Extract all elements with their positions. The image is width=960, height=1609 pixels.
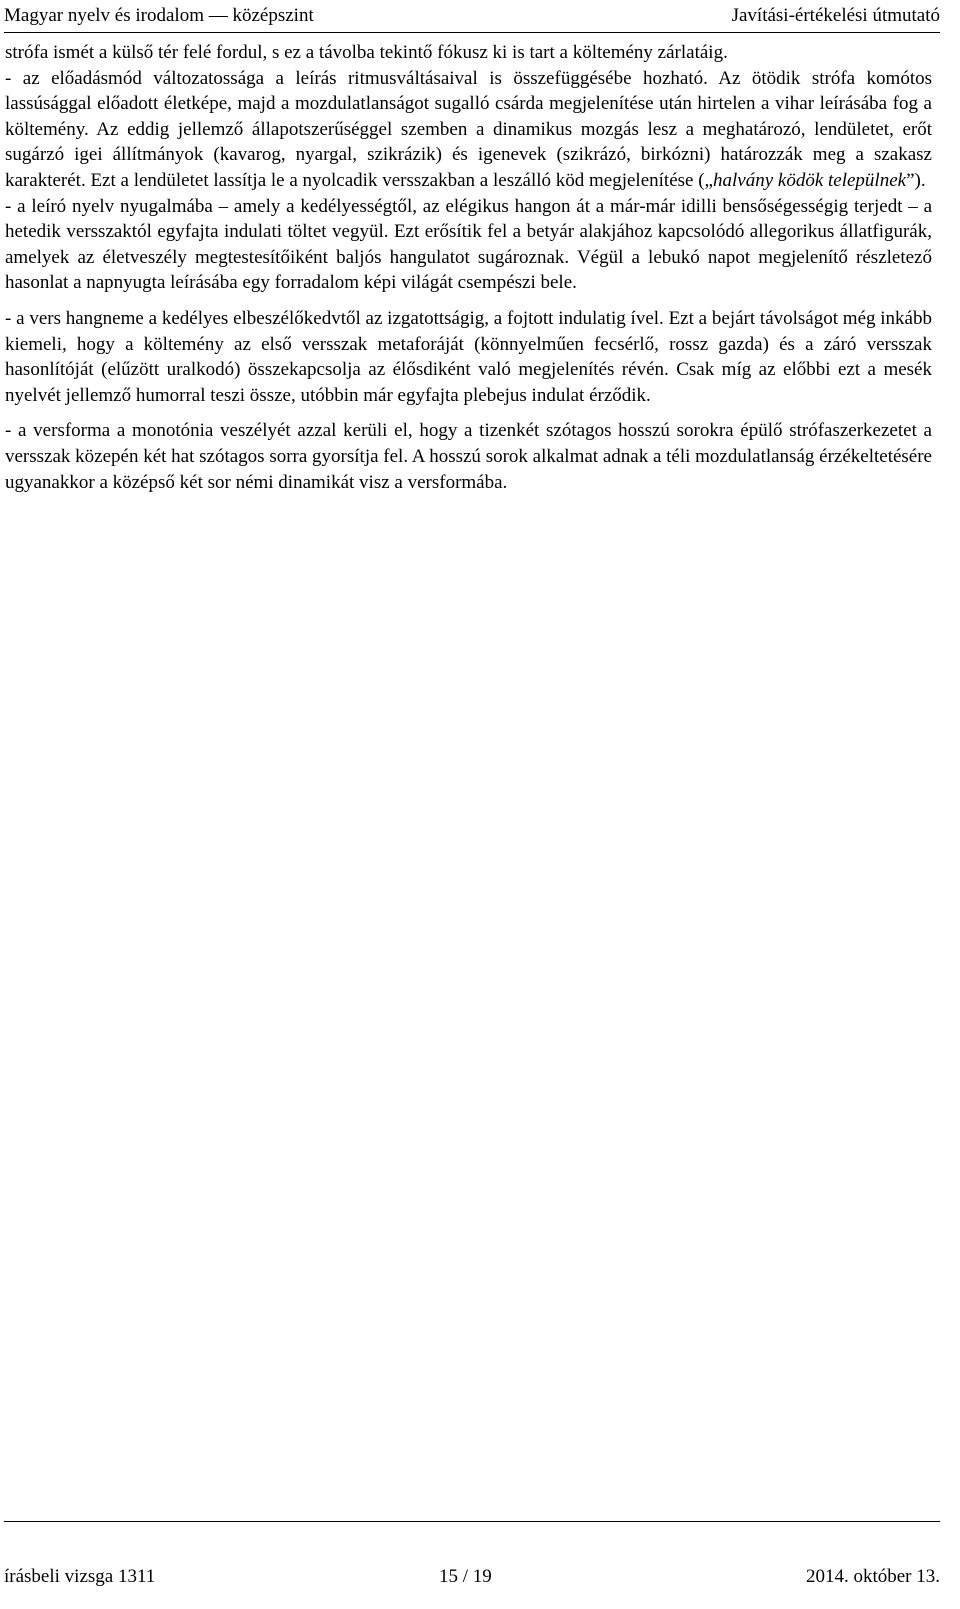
- page-footer: [4, 1521, 940, 1602]
- paragraph-2: [5, 66, 932, 194]
- paragraph-3: - a leíró nyelv nyugalmába – amely a kedélyességtől, az elégikus hangon át a már-már idilli bensőségességig terjedt – a hetedik versszaktól egyfajta indulati töltet vegyül. Ezt erősítik fel a betyár alakjához kapcsolódó allegorikus állatfigurák, amelyek az életveszély megtestesítőiként baljós hangulatot sugároznak. Végül a lebukó napot megjelenítő részletező hasonlat a napnyugta leírásába egy forradalom képi világát csempészi bele.: [5, 195, 932, 294]
- document-body: [5, 40, 932, 495]
- paragraph-5: - a versforma a monotónia veszélyét azzal kerüli el, hogy a tizenkét szótagos hosszú sorokra épülő strófaszerkezetet a versszak közepén két hat szótagos sorra gyorsítja fel. A hosszú sorok alkalmat adnak a téli mozdulatlanság érzékeltetésére ugyanakkor a középső két sor némi dinamikát visz a versformába.: [5, 420, 932, 493]
- paragraph-1: strófa ismét a külső tér felé fordul, s ez a távolba tekintő fókusz ki is tart a költemény zárlatáig.: [5, 42, 728, 63]
- footer-exam-id: írásbeli vizsga 1311: [4, 1566, 156, 1587]
- paragraph-4: - a vers hangneme a kedélyes elbeszélőkedvtől az izgatottságig, a fojtott indulatig ível. Ezt a bejárt távolságot még inkább kiemeli, hogy a költemény az első versszak metaforáját (könnyelműen fecsérlő, rossz gazda) és a záró versszak hasonlítóját (elűzött uralkodó) összekapcsolja az élősdiként való megjelenítés révén. Csak míg az előbbi ezt a mesék nyelvét jellemző humorral teszi össze, utóbbin már egyfajta plebejus indulat érződik.: [5, 307, 932, 406]
- page-header: [4, 0, 940, 33]
- paragraph-2-closing: ”).: [906, 169, 926, 191]
- footer-page-number: 15 / 19: [439, 1566, 492, 1587]
- paragraph-2-text: - az előadásmód változatossága a leírás ritmusváltásaival is összefüggésébe hozható. Az ötödik strófa komótos lassúsággal előadott életképe, majd a mozdulatlanságot sugalló csárda megjelenítése után hirtelen a vihar leírásába fog a költemény. Az eddig jellemző állapotszerűséggel szemben a dinamikus mozgás lesz a meghatározó, lendületet, erőt sugárzó igei állítmányok (kavarog, nyargal, szikrázik) és igenevek (szikrázó, birkózni) határozzák meg a szakasz karakterét. Ezt a lendületet lassítja le a nyolcadik versszakban a leszálló köd megjelenítése („: [5, 67, 932, 191]
- header-subject: Magyar nyelv és irodalom — középszint: [4, 5, 314, 26]
- header-doc-type: Javítási-értékelési útmutató: [731, 5, 940, 26]
- quoted-verse: halvány ködök települnek: [712, 169, 907, 191]
- footer-date: 2014. október 13.: [805, 1566, 940, 1587]
